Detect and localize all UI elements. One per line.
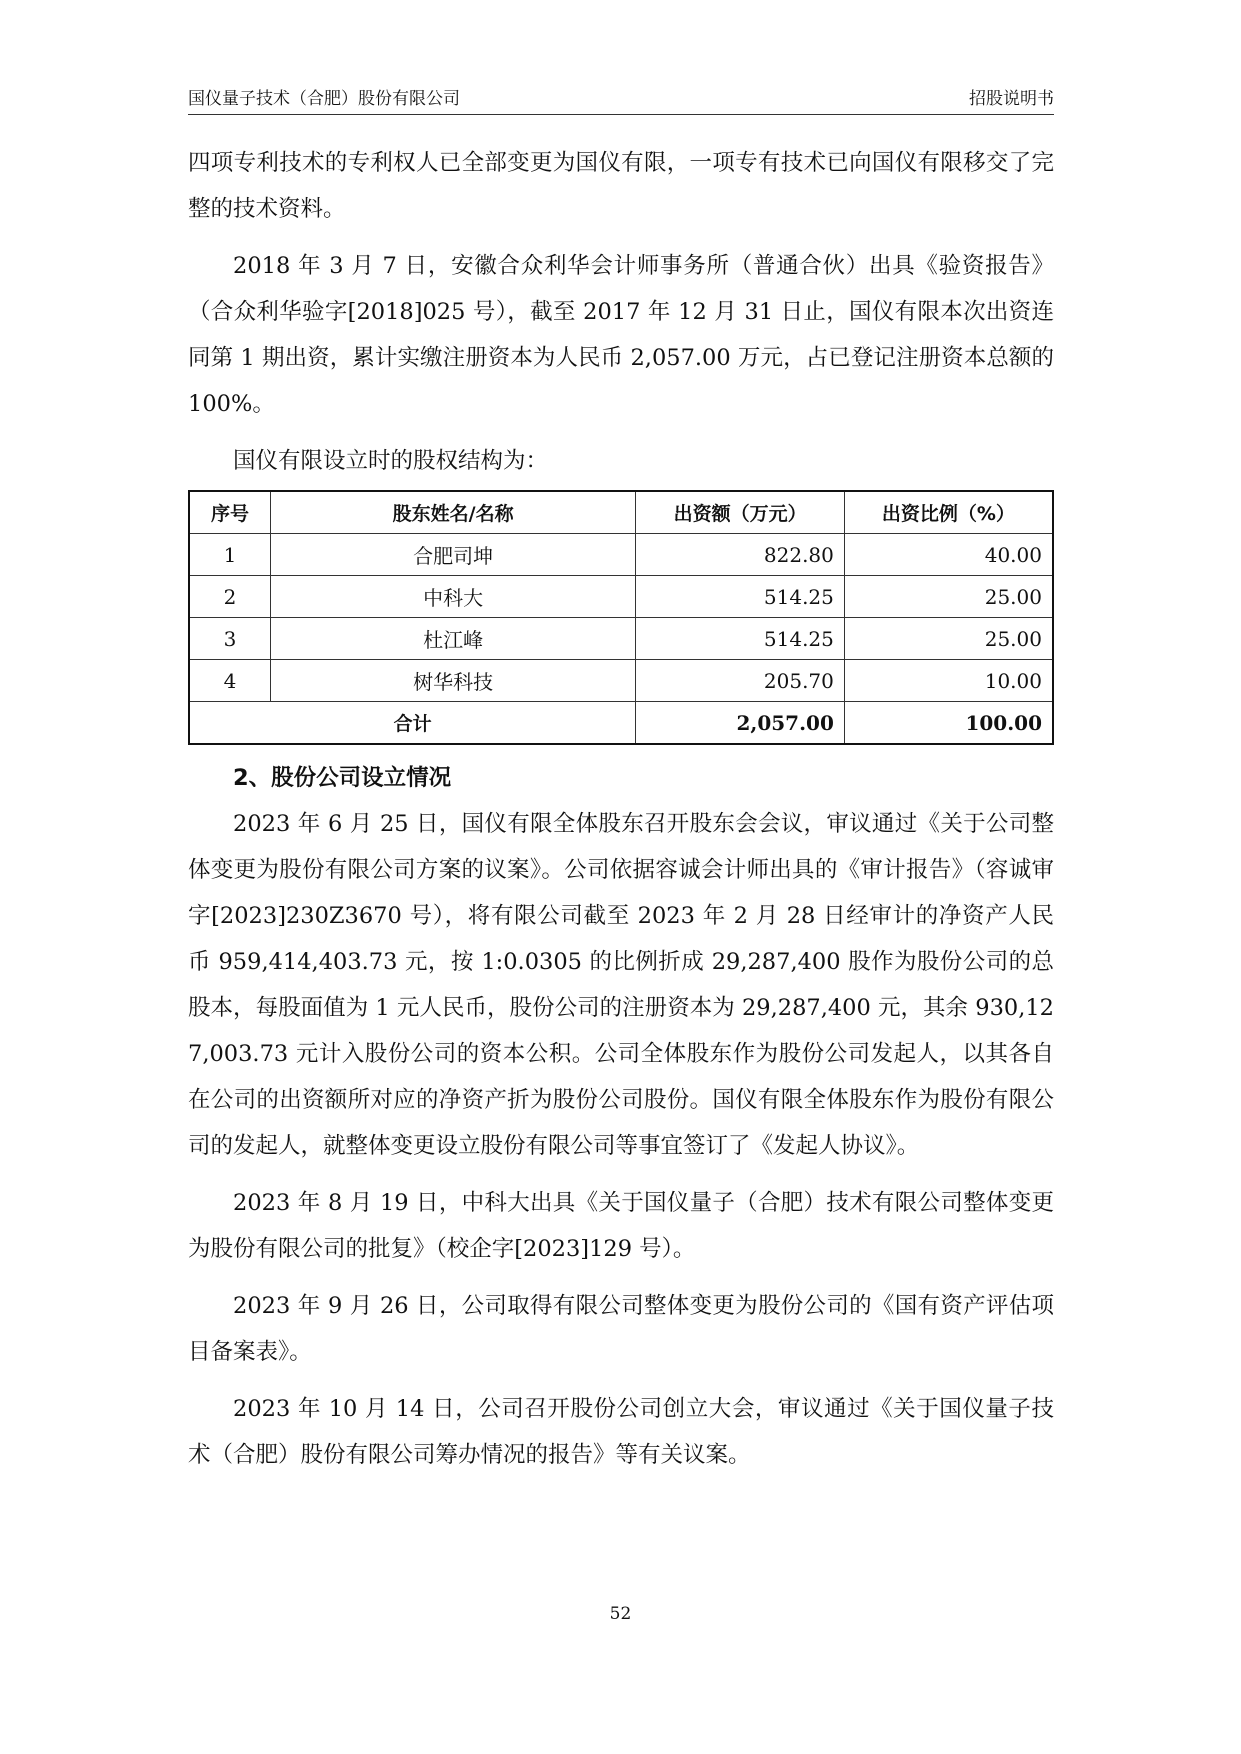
cell-shareholder: 中科大 bbox=[271, 576, 636, 618]
paragraph-shareholder-meeting: 2023 年 6 月 25 日，国仪有限全体股东召开股东会会议，审议通过《关于公司整体变更为股份有限公司方案的议案》。公司依据容诚会计师出具的《审计报告》（容诚审字[2023]230Z3670 号），将有限公司截至 2023 年 2 月 28 日经审计的净资产人民币 959,414,403.73 元，按 1:0.0305 的比例折成 29,287,400 股作为股份公司的总股本，每股面值为 1 元人民币，股份公司的注册资本为 29,287,400 元，其余 930,127,003.73 元计入股份公司的资本公积。公司全体股东作为股份公司发起人，以其各自在公司的出资额所对应的净资产折为股份公司股份。国仪有限全体股东作为股份有限公司的发起人，就整体变更设立股份有限公司等事宜签订了《发起人协议》。 bbox=[188, 811, 1054, 1159]
cell-amount: 822.80 bbox=[636, 534, 845, 576]
column-header-amount: 出资额（万元） bbox=[636, 491, 845, 534]
page-header bbox=[188, 86, 1054, 115]
equity-structure-table bbox=[188, 490, 1054, 745]
paragraph-founding-meeting: 2023 年 10 月 14 日，公司召开股份公司创立大会，审议通过《关于国仪量子技术（合肥）股份有限公司筹办情况的报告》等有关议案。 bbox=[188, 1396, 1054, 1468]
cell-shareholder: 合肥司坤 bbox=[271, 534, 636, 576]
cell-no: 1 bbox=[189, 534, 271, 576]
cell-ratio: 25.00 bbox=[844, 576, 1053, 618]
cell-amount: 514.25 bbox=[636, 618, 845, 660]
cell-amount: 205.70 bbox=[636, 660, 845, 702]
cell-shareholder: 树华科技 bbox=[271, 660, 636, 702]
table-header-row bbox=[189, 491, 1053, 534]
cell-no: 4 bbox=[189, 660, 271, 702]
table-total-row bbox=[189, 702, 1053, 745]
table-row bbox=[189, 660, 1053, 702]
cell-ratio: 25.00 bbox=[844, 618, 1053, 660]
cell-amount: 514.25 bbox=[636, 576, 845, 618]
table-row bbox=[189, 534, 1053, 576]
column-header-ratio: 出资比例（%） bbox=[844, 491, 1053, 534]
paragraph-capital-verification: 2018 年 3 月 7 日，安徽合众利华会计师事务所（普通合伙）出具《验资报告》（合众利华验字[2018]025 号），截至 2017 年 12 月 31 日止，国仪有限本次出资连同第 1 期出资，累计实缴注册资本为人民币 2,057.00 万元，占已登记注册资本总额的 100%。 bbox=[188, 253, 1054, 417]
paragraph-equity-intro: 国仪有限设立时的股权结构为： bbox=[233, 448, 549, 474]
column-header-no: 序号 bbox=[189, 491, 271, 534]
page-body bbox=[188, 140, 1054, 1478]
section-heading: 2、股份公司设立情况 bbox=[233, 765, 452, 791]
header-document-type: 招股说明书 bbox=[969, 89, 1054, 109]
cell-total-amount: 2,057.00 bbox=[636, 702, 845, 745]
cell-ratio: 40.00 bbox=[844, 534, 1053, 576]
table-row bbox=[189, 576, 1053, 618]
table-row bbox=[189, 618, 1053, 660]
cell-total-label: 合计 bbox=[189, 702, 636, 745]
paragraph-asset-filing: 2023 年 9 月 26 日，公司取得有限公司整体变更为股份公司的《国有资产评估项目备案表》。 bbox=[188, 1293, 1054, 1365]
cell-shareholder: 杜江峰 bbox=[271, 618, 636, 660]
cell-total-ratio: 100.00 bbox=[844, 702, 1053, 745]
paragraph-approval-reply: 2023 年 8 月 19 日，中科大出具《关于国仪量子（合肥）技术有限公司整体变更为股份有限公司的批复》（校企字[2023]129 号）。 bbox=[188, 1190, 1054, 1262]
cell-ratio: 10.00 bbox=[844, 660, 1053, 702]
cell-no: 3 bbox=[189, 618, 271, 660]
page-number: 52 bbox=[609, 1604, 632, 1624]
cell-no: 2 bbox=[189, 576, 271, 618]
header-company-name: 国仪量子技术（合肥）股份有限公司 bbox=[188, 89, 460, 109]
paragraph-patent-transfer: 四项专利技术的专利权人已全部变更为国仪有限，一项专有技术已向国仪有限移交了完整的技术资料。 bbox=[188, 150, 1054, 222]
column-header-shareholder: 股东姓名/名称 bbox=[271, 491, 636, 534]
